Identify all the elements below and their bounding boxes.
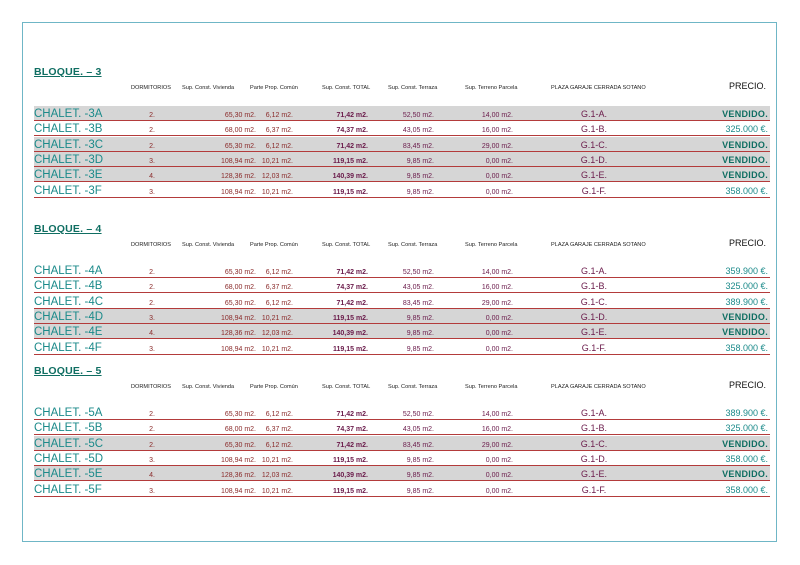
price-cell: 358.000 €.	[725, 342, 768, 353]
comun-cell: 6,12 m2.	[265, 411, 293, 418]
table-row	[34, 324, 770, 339]
terraza-cell: 9,85 m2.	[406, 188, 434, 196]
garaje-cell: G.1-B.	[580, 423, 607, 434]
table-row	[34, 482, 770, 497]
unit-name: CHALET. -5A	[34, 407, 103, 419]
garaje-cell: G.1-C.	[580, 139, 608, 150]
total-cell: 74,37 m2.	[336, 284, 368, 292]
price-cell: 358.000 €.	[725, 185, 768, 196]
garaje-cell: G.1-A.	[580, 109, 607, 119]
comun-cell: 6,12 m2.	[265, 142, 293, 150]
total-cell: 74,37 m2.	[336, 426, 368, 434]
column-header-row	[34, 81, 770, 97]
comun-cell: 6,12 m2.	[265, 112, 293, 119]
vivienda-cell: 65,30 m2.	[224, 411, 256, 418]
price-cell: 325.000 €.	[725, 281, 768, 292]
table-row	[34, 121, 770, 136]
total-cell: 140,39 m2.	[332, 330, 368, 338]
total-cell: 119,15 m2.	[332, 345, 368, 353]
total-cell: 74,37 m2.	[336, 127, 368, 135]
parcela-cell: 16,00 m2.	[481, 426, 513, 434]
dormitorios-cell: 2.	[149, 112, 155, 119]
price-cell: 325.000 €.	[725, 124, 768, 135]
dormitorios-cell: 2.	[149, 127, 155, 135]
terraza-cell: 52,50 m2.	[402, 112, 434, 119]
parcela-cell: 0,00 m2.	[485, 456, 513, 464]
comun-cell: 6,37 m2.	[265, 127, 293, 135]
total-cell: 119,15 m2.	[332, 188, 368, 196]
vivienda-cell: 65,30 m2.	[224, 142, 256, 150]
price-cell: VENDIDO.	[722, 469, 768, 480]
vivienda-cell: 108,94 m2.	[220, 188, 256, 196]
unit-name: CHALET. -3B	[34, 123, 103, 136]
vivienda-cell: 108,94 m2.	[220, 456, 256, 464]
garaje-cell: G.1-D.	[580, 311, 608, 322]
garaje-cell: G.1-E.	[580, 170, 607, 181]
column-header-garaje: PLAZA GARAJE CERRADA SOTANO	[551, 85, 646, 91]
dormitorios-cell: 4.	[149, 472, 155, 480]
garaje-cell: G.1-A.	[580, 408, 607, 418]
terraza-cell: 9,85 m2.	[406, 487, 434, 495]
column-header-precio: PRECIO.	[728, 81, 766, 91]
unit-name: CHALET. -5C	[34, 437, 104, 450]
vivienda-cell: 65,30 m2.	[224, 269, 256, 276]
column-header-total: Sup. Const. TOTAL	[322, 242, 371, 248]
total-cell: 71,42 m2.	[336, 441, 368, 449]
dormitorios-cell: 2.	[149, 411, 155, 418]
total-cell: 71,42 m2.	[336, 411, 368, 418]
terraza-cell: 83,45 m2.	[402, 441, 434, 449]
column-header-vivienda: Sup. Const. Vivienda	[182, 85, 235, 91]
garaje-cell: G.1-B.	[580, 281, 607, 292]
unit-name: CHALET. -5E	[34, 468, 103, 481]
price-cell: 359.900 €.	[725, 266, 768, 276]
total-cell: 71,42 m2.	[336, 142, 368, 150]
vivienda-cell: 65,30 m2.	[224, 441, 256, 449]
garaje-cell: G.1-F.	[581, 484, 607, 495]
dormitorios-cell: 3.	[149, 345, 155, 353]
column-header-total: Sup. Const. TOTAL	[322, 384, 371, 390]
unit-name: CHALET. -5D	[34, 452, 104, 465]
table-row	[34, 263, 770, 278]
parcela-cell: 0,00 m2.	[485, 472, 513, 480]
unit-name: CHALET. -4A	[34, 265, 103, 277]
vivienda-cell: 68,00 m2.	[224, 284, 256, 292]
comun-cell: 12,03 m2.	[261, 173, 293, 181]
column-header-garaje: PLAZA GARAJE CERRADA SOTANO	[551, 242, 646, 248]
vivienda-cell: 108,94 m2.	[220, 487, 256, 495]
price-cell: VENDIDO.	[722, 139, 768, 150]
dormitorios-cell: 2.	[149, 142, 155, 150]
unit-name: CHALET. -5B	[34, 422, 103, 435]
price-cell: 389.900 €.	[725, 296, 768, 307]
garaje-cell: G.1-F.	[581, 342, 607, 353]
terraza-cell: 83,45 m2.	[402, 142, 434, 150]
column-header-dormitorios: DORMITORIOS	[131, 384, 171, 390]
dormitorios-cell: 4.	[149, 173, 155, 181]
parcela-cell: 29,00 m2.	[481, 142, 513, 150]
garaje-cell: G.1-D.	[580, 453, 608, 464]
table-row	[34, 137, 770, 152]
table-row	[34, 466, 770, 481]
table-row	[34, 340, 770, 355]
parcela-cell: 29,00 m2.	[481, 441, 513, 449]
price-cell: 358.000 €.	[725, 453, 768, 464]
dormitorios-cell: 3.	[149, 487, 155, 495]
parcela-cell: 14,00 m2.	[481, 269, 513, 276]
unit-name: CHALET. -5F	[34, 483, 102, 496]
column-header-parcela: Sup. Terreno Parcela	[465, 85, 518, 91]
dormitorios-cell: 3.	[149, 456, 155, 464]
parcela-cell: 0,00 m2.	[485, 314, 513, 322]
comun-cell: 10,21 m2.	[261, 345, 293, 353]
block-title: BLOQUE. – 5	[34, 365, 102, 377]
price-cell: VENDIDO.	[722, 170, 768, 181]
comun-cell: 10,21 m2.	[261, 487, 293, 495]
vivienda-cell: 108,94 m2.	[220, 345, 256, 353]
column-header-comun: Parte Prop. Común	[250, 242, 298, 248]
column-header-total: Sup. Const. TOTAL	[322, 85, 371, 91]
total-cell: 140,39 m2.	[332, 173, 368, 181]
terraza-cell: 9,85 m2.	[406, 472, 434, 480]
comun-cell: 10,21 m2.	[261, 456, 293, 464]
table-row	[34, 106, 770, 121]
table-row	[34, 152, 770, 167]
price-cell: VENDIDO.	[722, 154, 768, 165]
comun-cell: 10,21 m2.	[261, 188, 293, 196]
unit-name: CHALET. -3D	[34, 153, 104, 166]
total-cell: 71,42 m2.	[336, 269, 368, 276]
comun-cell: 12,03 m2.	[261, 472, 293, 480]
parcela-cell: 0,00 m2.	[485, 345, 513, 353]
garaje-cell: G.1-C.	[580, 438, 608, 449]
column-header-dormitorios: DORMITORIOS	[131, 85, 171, 91]
terraza-cell: 83,45 m2.	[402, 299, 434, 307]
vivienda-cell: 108,94 m2.	[220, 157, 256, 165]
parcela-cell: 0,00 m2.	[485, 173, 513, 181]
terraza-cell: 43,05 m2.	[402, 284, 434, 292]
garaje-cell: G.1-C.	[580, 296, 608, 307]
unit-name: CHALET. -3A	[34, 108, 103, 120]
dormitorios-cell: 3.	[149, 314, 155, 322]
column-header-terraza: Sup. Const. Terraza	[388, 384, 438, 390]
total-cell: 119,15 m2.	[332, 157, 368, 165]
total-cell: 119,15 m2.	[332, 487, 368, 495]
garaje-cell: G.1-E.	[580, 469, 607, 480]
parcela-cell: 16,00 m2.	[481, 127, 513, 135]
comun-cell: 10,21 m2.	[261, 314, 293, 322]
unit-name: CHALET. -3F	[34, 184, 102, 197]
table-row	[34, 451, 770, 466]
unit-name: CHALET. -4C	[34, 295, 104, 308]
table-row	[34, 309, 770, 324]
garaje-cell: G.1-E.	[580, 327, 607, 338]
comun-cell: 6,12 m2.	[265, 269, 293, 276]
terraza-cell: 9,85 m2.	[406, 314, 434, 322]
terraza-cell: 9,85 m2.	[406, 345, 434, 353]
unit-name: CHALET. -4F	[34, 341, 102, 354]
price-cell: 358.000 €.	[725, 484, 768, 495]
column-header-garaje: PLAZA GARAJE CERRADA SOTANO	[551, 384, 646, 390]
price-cell: 389.900 €.	[725, 408, 768, 418]
column-header-vivienda: Sup. Const. Vivienda	[182, 384, 235, 390]
price-cell: VENDIDO.	[722, 311, 768, 322]
vivienda-cell: 68,00 m2.	[224, 426, 256, 434]
total-cell: 140,39 m2.	[332, 472, 368, 480]
column-header-row	[34, 238, 770, 254]
comun-cell: 12,03 m2.	[261, 330, 293, 338]
column-header-row	[34, 380, 770, 396]
price-cell: VENDIDO.	[722, 109, 768, 119]
total-cell: 119,15 m2.	[332, 314, 368, 322]
dormitorios-cell: 2.	[149, 269, 155, 276]
unit-name: CHALET. -4B	[34, 280, 103, 293]
dormitorios-cell: 2.	[149, 441, 155, 449]
terraza-cell: 9,85 m2.	[406, 456, 434, 464]
parcela-cell: 29,00 m2.	[481, 299, 513, 307]
block-title: BLOQUE. – 4	[34, 223, 102, 235]
column-header-terraza: Sup. Const. Terraza	[388, 242, 438, 248]
terraza-cell: 9,85 m2.	[406, 157, 434, 165]
dormitorios-cell: 2.	[149, 299, 155, 307]
comun-cell: 6,37 m2.	[265, 426, 293, 434]
terraza-cell: 52,50 m2.	[402, 269, 434, 276]
vivienda-cell: 108,94 m2.	[220, 314, 256, 322]
price-cell: VENDIDO.	[722, 327, 768, 338]
parcela-cell: 0,00 m2.	[485, 188, 513, 196]
parcela-cell: 14,00 m2.	[481, 112, 513, 119]
table-row	[34, 405, 770, 420]
column-header-vivienda: Sup. Const. Vivienda	[182, 242, 235, 248]
total-cell: 71,42 m2.	[336, 299, 368, 307]
terraza-cell: 43,05 m2.	[402, 426, 434, 434]
parcela-cell: 0,00 m2.	[485, 157, 513, 165]
column-header-terraza: Sup. Const. Terraza	[388, 85, 438, 91]
garaje-cell: G.1-B.	[580, 124, 607, 135]
dormitorios-cell: 2.	[149, 426, 155, 434]
parcela-cell: 0,00 m2.	[485, 330, 513, 338]
table-row	[34, 167, 770, 182]
garaje-cell: G.1-F.	[581, 185, 607, 196]
terraza-cell: 52,50 m2.	[402, 411, 434, 418]
vivienda-cell: 128,36 m2.	[220, 472, 256, 480]
vivienda-cell: 128,36 m2.	[220, 173, 256, 181]
table-row	[34, 278, 770, 293]
table-row	[34, 436, 770, 451]
garaje-cell: G.1-A.	[580, 266, 607, 276]
dormitorios-cell: 3.	[149, 157, 155, 165]
price-cell: VENDIDO.	[722, 438, 768, 449]
column-header-comun: Parte Prop. Común	[250, 384, 298, 390]
dormitorios-cell: 2.	[149, 284, 155, 292]
parcela-cell: 14,00 m2.	[481, 411, 513, 418]
terraza-cell: 43,05 m2.	[402, 127, 434, 135]
total-cell: 119,15 m2.	[332, 456, 368, 464]
comun-cell: 6,37 m2.	[265, 284, 293, 292]
comun-cell: 10,21 m2.	[261, 157, 293, 165]
comun-cell: 6,12 m2.	[265, 299, 293, 307]
table-row	[34, 183, 770, 198]
vivienda-cell: 68,00 m2.	[224, 127, 256, 135]
column-header-dormitorios: DORMITORIOS	[131, 242, 171, 248]
table-row	[34, 420, 770, 435]
column-header-precio: PRECIO.	[728, 380, 766, 390]
price-cell: 325.000 €.	[725, 423, 768, 434]
parcela-cell: 0,00 m2.	[485, 487, 513, 495]
unit-name: CHALET. -4E	[34, 326, 103, 339]
block-title: BLOQUE. – 3	[34, 66, 102, 78]
terraza-cell: 9,85 m2.	[406, 173, 434, 181]
dormitorios-cell: 4.	[149, 330, 155, 338]
column-header-parcela: Sup. Terreno Parcela	[465, 242, 518, 248]
vivienda-cell: 65,30 m2.	[224, 299, 256, 307]
garaje-cell: G.1-D.	[580, 154, 608, 165]
unit-name: CHALET. -4D	[34, 310, 104, 323]
column-header-precio: PRECIO.	[728, 238, 766, 248]
terraza-cell: 9,85 m2.	[406, 330, 434, 338]
unit-name: CHALET. -3C	[34, 138, 104, 151]
parcela-cell: 16,00 m2.	[481, 284, 513, 292]
vivienda-cell: 128,36 m2.	[220, 330, 256, 338]
comun-cell: 6,12 m2.	[265, 441, 293, 449]
column-header-parcela: Sup. Terreno Parcela	[465, 384, 518, 390]
table-row	[34, 294, 770, 309]
total-cell: 71,42 m2.	[336, 112, 368, 119]
vivienda-cell: 65,30 m2.	[224, 112, 256, 119]
column-header-comun: Parte Prop. Común	[250, 85, 298, 91]
unit-name: CHALET. -3E	[34, 169, 103, 182]
dormitorios-cell: 3.	[149, 188, 155, 196]
